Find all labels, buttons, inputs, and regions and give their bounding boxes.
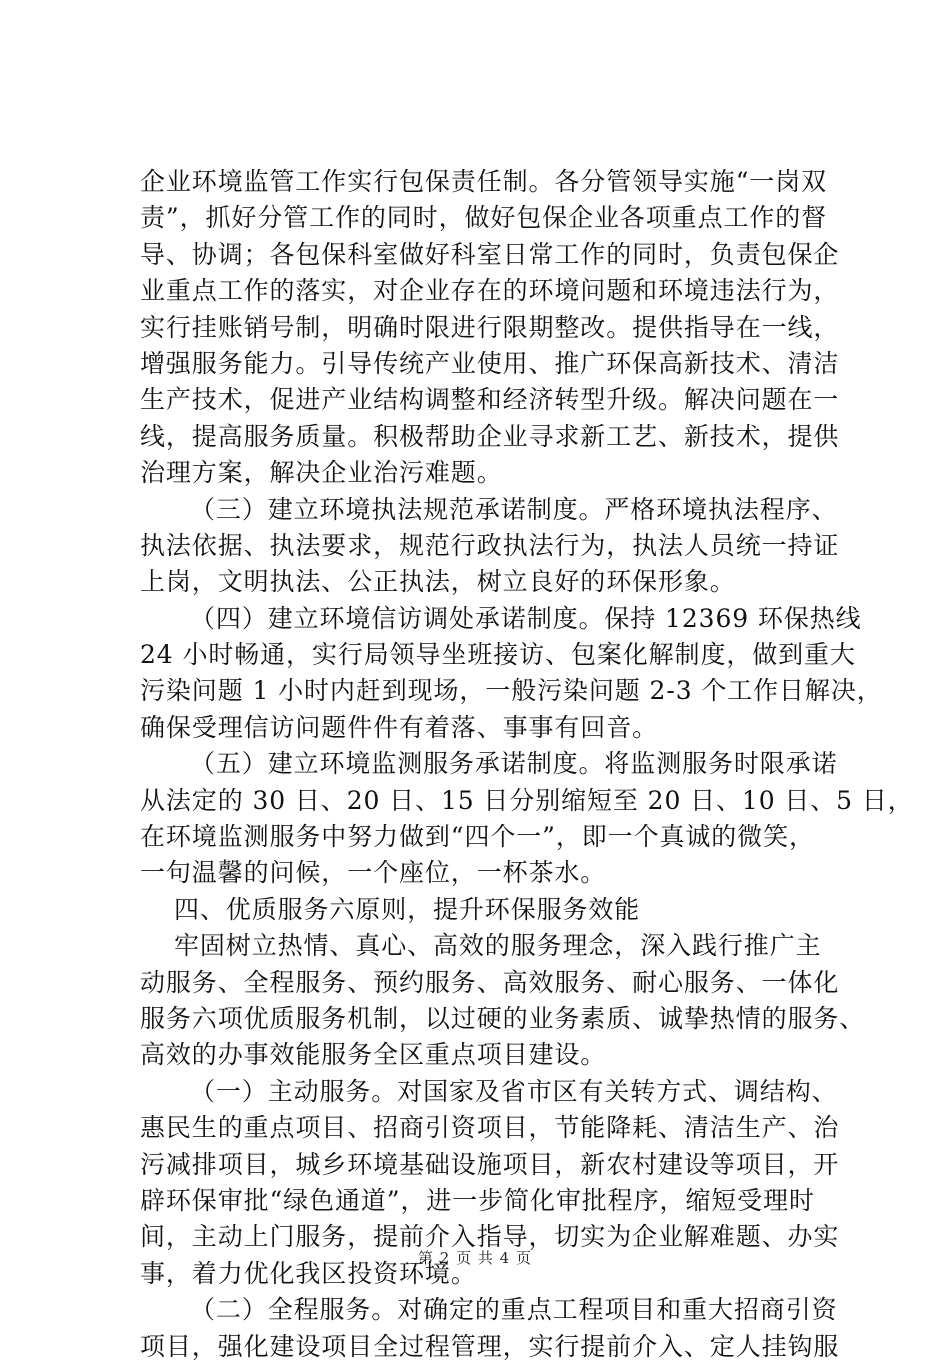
text-line: 责”，抓好分管工作的同时，做好包保企业各项重点工作的督 [140,203,828,233]
text-line: 执法依据、执法要求，规范行政执法行为，执法人员统一持证 [140,530,840,560]
section-heading: 四、优质服务六原则，提升环保服务效能 [174,894,641,924]
text-line: 在环境监测服务中努力做到“四个一”，即一个真诚的微笑， [140,822,815,852]
text-line: 动服务、全程服务、预约服务、高效服务、耐心服务、一体化 [140,967,840,997]
text-line: 项目，强化建设项目全过程管理，实行提前介入、定人挂钩服 [140,1331,840,1361]
text-line: 高效的办事效能服务全区重点项目建设。 [140,1040,607,1070]
text-line: 从法定的 30 日、20 日、15 日分别缩短至 20 日、10 日、5 日， [140,785,914,815]
text-line: 实行挂账销号制，明确时限进行限期整改。提供指导在一线， [140,312,840,342]
text-line: 污染问题 1 小时内赶到现场，一般污染问题 2-3 个工作日解决， [140,676,883,706]
text-line: 污减排项目，城乡环境基础设施项目，新农村建设等项目，开 [140,1149,840,1179]
text-line: 服务六项优质服务机制，以过硬的业务素质、诚挚热情的服务、 [140,1003,866,1033]
document-body [140,164,914,1365]
paragraph-first-line: （四）建立环境信访调处承诺制度。保持 12369 环保热线 [190,603,862,633]
text-line: 增强服务能力。引导传统产业使用、推广环保高新技术、清洁 [140,348,840,378]
paragraph-first-line: （五）建立环境监测服务承诺制度。将监测服务时限承诺 [190,749,838,779]
paragraph-first-line: （一）主动服务。对国家及省市区有关转方式、调结构、 [190,1076,838,1106]
text-line: 间，主动上门服务，提前介入指导，切实为企业解难题、办实 [140,1222,840,1252]
text-line: 确保受理信访问题件件有着落、事事有回音。 [140,712,659,742]
paragraph-first-line: （二）全程服务。对确定的重点工程项目和重大招商引资 [190,1295,838,1325]
text-line: 企业环境监管工作实行包保责任制。各分管领导实施“一岗双 [140,167,828,196]
paragraph-first-line: （三）建立环境执法规范承诺制度。严格环境执法程序、 [190,494,838,524]
text-line: 一句温馨的问候，一个座位，一杯茶水。 [140,858,607,888]
text-line: 治理方案，解决企业治污难题。 [140,458,503,488]
text-line: 惠民生的重点项目、招商引资项目，节能降耗、清洁生产、治 [140,1113,840,1143]
text-line: 上岗，文明执法、公正执法，树立良好的环保形象。 [140,567,736,597]
text-line: 辟环保审批“绿色通道”，进一步简化审批程序，缩短受理时 [140,1185,815,1215]
paragraph-first-line: 牢固树立热情、真心、高效的服务理念，深入践行推广主 [174,931,822,961]
text-line: 线，提高服务质量。积极帮助企业寻求新工艺、新技术，提供 [140,421,840,451]
text-line: 24 小时畅通，实行局领导坐班接访、包案化解制度，做到重大 [140,640,856,670]
text-line: 事，着力优化我区投资环境。 [140,1258,477,1288]
page-number-footer: 第 2 页 共 4 页 [418,1249,532,1267]
text-line: 导、协调；各包保科室做好科室日常工作的同时，负责包保企 [140,239,840,269]
text-line: 业重点工作的落实，对企业存在的环境问题和环境违法行为， [140,276,840,306]
text-line: 生产技术，促进产业结构调整和经济转型升级。解决问题在一 [140,385,840,415]
